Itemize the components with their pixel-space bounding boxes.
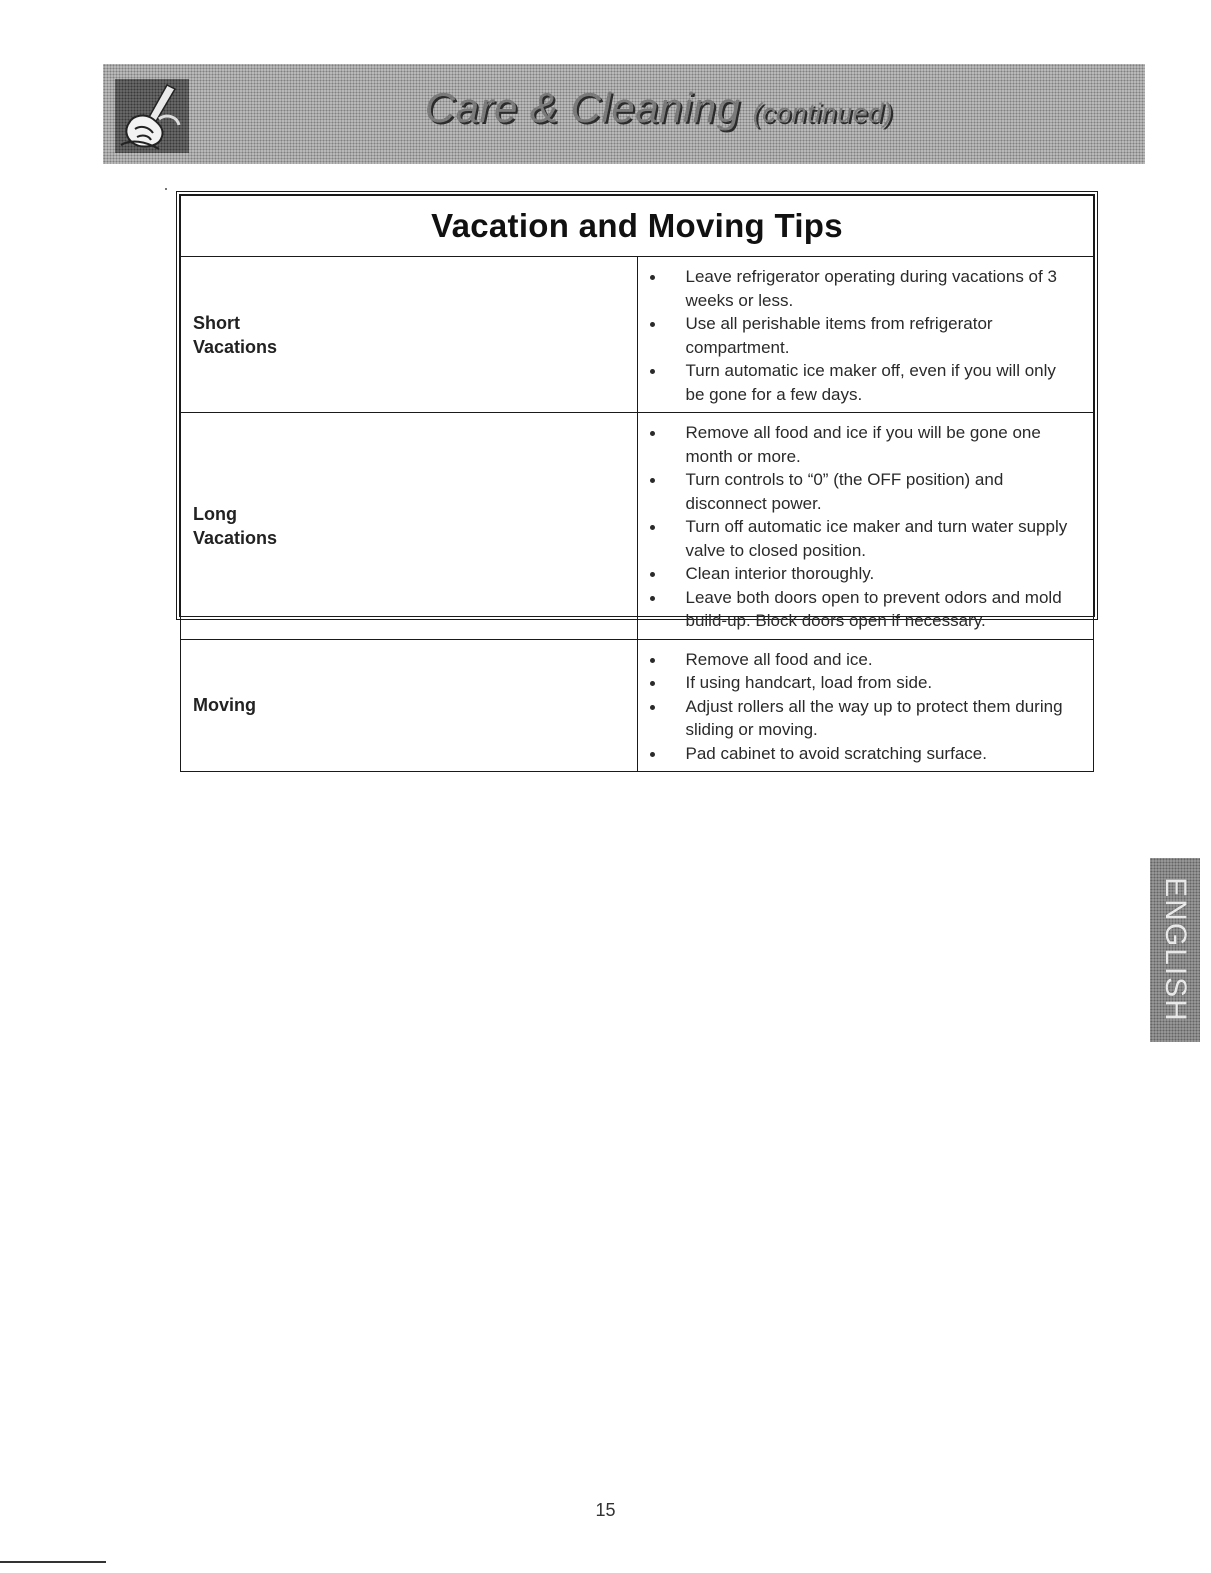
list-item: Remove all food and ice if you will be gone one month or more. [686,421,1080,468]
category-label: Moving [193,695,256,716]
row-category [181,257,638,413]
section-header-banner [103,64,1145,164]
tips-table-title: Vacation and Moving Tips [181,196,1094,257]
language-side-tab [1150,858,1200,1042]
table-row [181,639,1094,772]
language-tab-label: ENGLISH [1159,877,1192,1023]
tip-list [638,640,1094,772]
section-title [103,84,1145,132]
tip-list [638,257,1094,412]
list-item: Turn off automatic ice maker and turn water supply valve to closed position. [686,515,1080,562]
list-item: Use all perishable items from refrigerator compartment. [686,312,1080,359]
tip-list [638,413,1094,639]
list-item: Leave both doors open to prevent odors and mold build-up. Block doors open if necessary. [686,586,1080,633]
scan-speck [165,188,167,190]
table-row [181,257,1094,413]
list-item: Adjust rollers all the way up to protect them during sliding or moving. [686,695,1080,742]
vacation-moving-tips-table [176,191,1098,763]
category-label: Long Vacations [193,503,278,548]
list-item: Clean interior thoroughly. [686,562,1080,586]
row-category [181,639,638,772]
list-item: Turn automatic ice maker off, even if you will only be gone for a few days. [686,359,1080,406]
section-title-subtitle: (continued) [752,98,894,128]
bottom-rule-divider [0,1561,106,1563]
list-item: Pad cabinet to avoid scratching surface. [686,742,1080,766]
row-items [637,257,1094,413]
row-category [181,413,638,640]
section-title-main: Care & Cleaning [424,84,741,131]
row-items [637,639,1094,772]
category-label: Short Vacations [193,312,278,357]
tips-table [180,195,1094,772]
table-row [181,413,1094,640]
page-number: 15 [595,1500,616,1520]
list-item: Leave refrigerator operating during vacations of 3 weeks or less. [686,265,1080,312]
row-items [637,413,1094,640]
list-item: Turn controls to “0” (the OFF position) and disconnect power. [686,468,1080,515]
list-item: If using handcart, load from side. [686,671,1080,695]
list-item: Remove all food and ice. [686,648,1080,672]
